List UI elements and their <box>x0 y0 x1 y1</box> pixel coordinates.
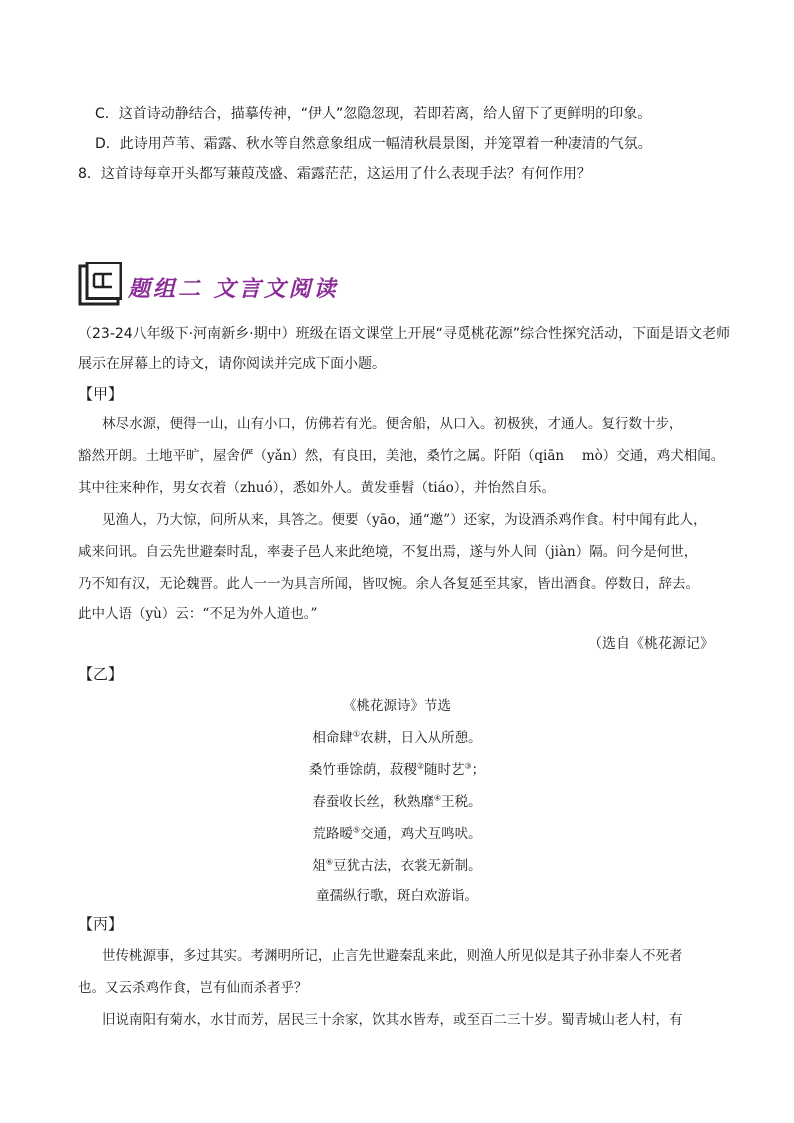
passage-label-jia: 【甲】 <box>78 385 124 403</box>
footnote-marker: ⑤ <box>352 825 361 835</box>
option-d: D．此诗用芦苇、霜露、秋水等自然意象组成一幅清秋晨景图，并笼罩着一种凄清的气氛。 <box>95 136 652 152</box>
passage-line: 豁然开朗。土地平旷，屋舍俨（yǎn）然，有良田，美池，桑竹之属。阡陌（qiān mò）交通，鸡犬相闻。 <box>78 448 725 464</box>
footnote-marker: ③ <box>464 761 472 771</box>
section-title: 题组二 文言文阅读 <box>128 276 339 302</box>
intro-line: （23-24八年级下·河南新乡·期中）班级在语文课堂上开展“寻觅桃花源”综合性探究活动，下面是语文老师 <box>78 326 731 342</box>
option-c: C．这首诗动静结合，描摹传神，“伊人”忽隐忽现，若即若离，给人留下了更鲜明的印象。 <box>95 106 652 122</box>
passage-line: 世传桃源事，多过其实。考渊明所记，止言先世避秦乱来此，则渔人所见似是其子孙非秦人不死者 <box>102 948 683 964</box>
poem-title: 《桃花源诗》节选 <box>343 698 451 714</box>
footnote-marker: ② <box>416 761 424 771</box>
passage-source: （选自《桃花源记》 <box>588 636 714 652</box>
passage-label-yi: 【乙】 <box>78 665 124 683</box>
poem-line: 俎⑥豆犹古法，衣裳无新制。 <box>312 857 482 874</box>
poem-line: 桑竹垂馀荫，菽稷②随时艺③； <box>308 761 486 778</box>
passage-line: 林尽水源，便得一山，山有小口，仿佛若有光。便舍船，从口入。初极狭，才通人。复行数十步， <box>102 416 683 432</box>
passage-line: 也。又云杀鸡作食，岂有仙而杀者乎？ <box>78 980 308 996</box>
passage-line: 其中往来种作，男女衣着（zhuó），悉如外人。黄发垂髫（tiáo），并怡然自乐。 <box>78 480 556 496</box>
poem-line: 春蚕收长丝，秋熟靡④王税。 <box>312 793 482 810</box>
poem-line: 童孺纵行歌，斑白欢游诣。 <box>316 888 478 904</box>
passage-line: 此中人语（yù）云：“不足为外人道也。” <box>78 606 318 622</box>
passage-line: 乃不知有汉，无论魏晋。此人一一为具言所闻，皆叹惋。余人各复延至其家，皆出酒食。停数日，辞去。 <box>78 576 699 592</box>
footnote-marker: ① <box>352 729 361 739</box>
passage-line: 见渔人，乃大惊，问所从来，具答之。便要（yāo，通“邀”）还家，为设酒杀鸡作食。村中闻有此人， <box>102 512 707 528</box>
passage-line: 旧说南阳有菊水，水甘而芳，居民三十余家，饮其水皆寿，或至百二三十岁。蜀青城山老人村，有 <box>102 1012 683 1028</box>
poem-line: 相命肆①农耕，日入从所憩。 <box>312 729 482 746</box>
footnote-marker: ④ <box>433 793 442 803</box>
passage-line: 咸来问讯。自云先世避秦时乱，率妻子邑人来此绝境，不复出焉，遂与外人间（jiàn）隔。问今是何世， <box>78 544 698 560</box>
footnote-marker: ⑥ <box>325 857 334 867</box>
book-icon <box>78 262 122 306</box>
passage-label-bing: 【丙】 <box>78 915 124 933</box>
poem-line: 荒路暧⑤交通，鸡犬互鸣吠。 <box>312 825 482 842</box>
question-8: 8．这首诗每章开头都写蒹葭茂盛、霜露茫茫，这运用了什么表现手法？有何作用？ <box>78 166 591 182</box>
intro-line: 展示在屏幕上的诗文，请你阅读并完成下面小题。 <box>78 356 386 372</box>
